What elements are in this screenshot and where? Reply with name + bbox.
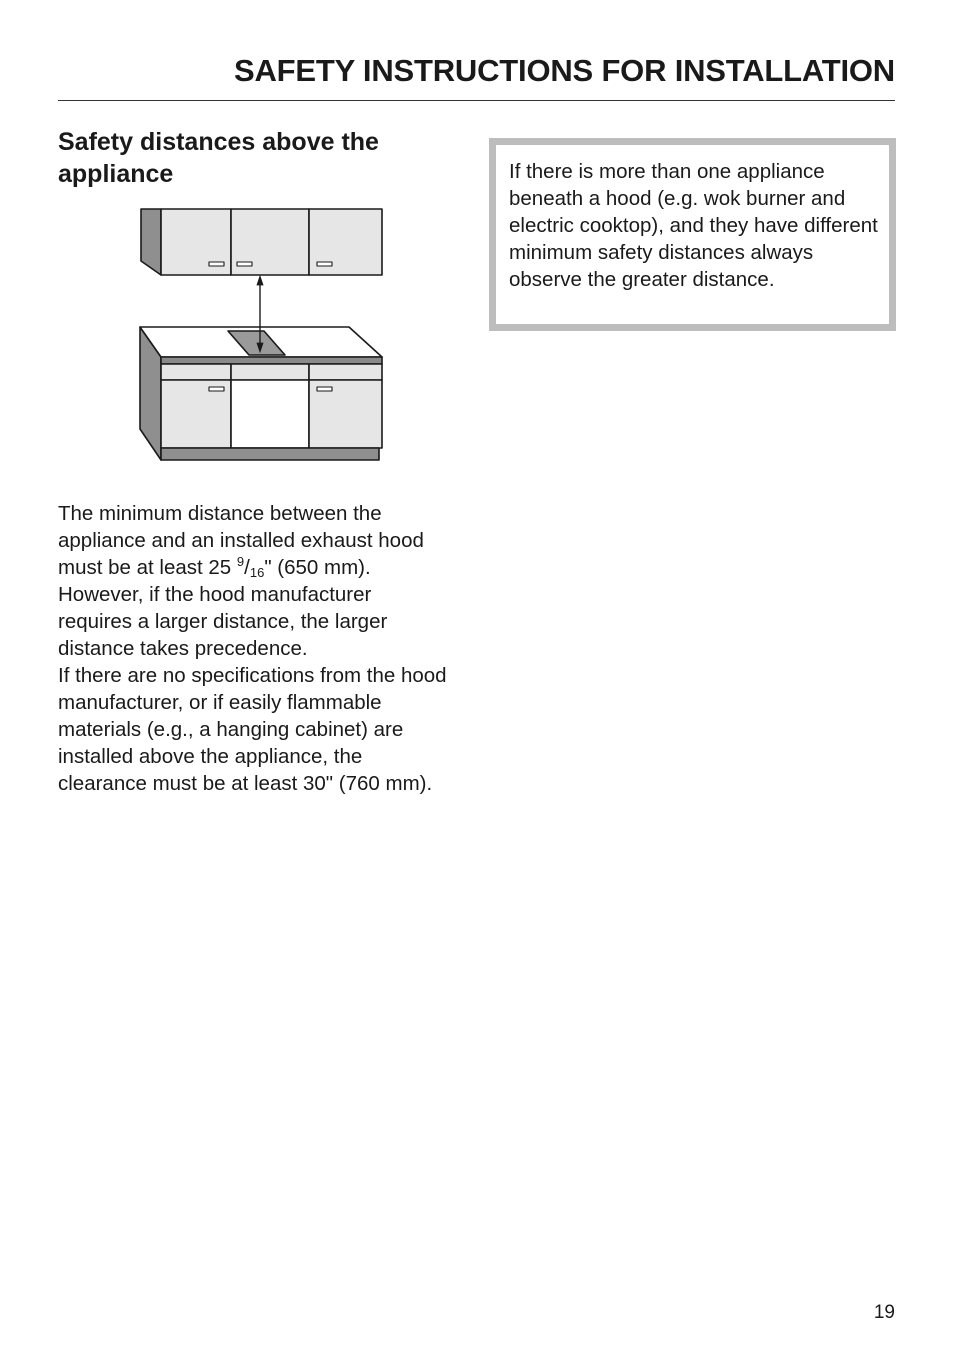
toe-kick xyxy=(161,448,379,460)
paragraph-minimum-distance: The minimum distance between the appliance and an installed exhaust hood must be at least 25 $^9/_{16}$" (650 mm). However, if the hood manufacturer requires a larger distance, the larger distance takes precedence. xyxy=(58,502,424,660)
base-drawer-middle xyxy=(231,364,309,380)
page-number: 19 xyxy=(873,1302,895,1323)
section-heading: Safety distances above the appliance xyxy=(58,128,379,188)
cabinet-handle xyxy=(317,387,332,391)
wall-cabinet-side xyxy=(141,209,161,275)
page-title: SAFETY INSTRUCTIONS FOR INSTALLATION xyxy=(233,53,895,88)
cabinet-handle xyxy=(317,262,332,266)
title-divider xyxy=(58,100,895,101)
fraction-slash: / xyxy=(244,556,250,579)
cabinet-handle xyxy=(237,262,252,266)
base-drawer-right xyxy=(309,364,382,380)
note-text: If there is more than one appliance beneath a hood (e.g. wok burner and electric cooktop), and they have different minimum safety distances always observe the greater distance. xyxy=(509,160,878,291)
cabinet-handle xyxy=(209,262,224,266)
paragraph-clearance: If there are no specifications from the hood manufacturer, or if easily flammable materials (e.g., a hanging cabinet) are installed above the appliance, the clearance must be at least 30" (760 mm). xyxy=(58,664,447,795)
fraction-denominator: 16 xyxy=(249,565,265,580)
fraction-numerator: 9 xyxy=(236,554,245,569)
cabinet-handle xyxy=(209,387,224,391)
note-box xyxy=(489,138,896,331)
base-drawer-left xyxy=(161,364,231,380)
safety-distance-diagram xyxy=(136,203,388,465)
dishwasher-front xyxy=(231,380,309,448)
body-text xyxy=(58,500,448,797)
countertop-front-strip xyxy=(161,357,382,364)
